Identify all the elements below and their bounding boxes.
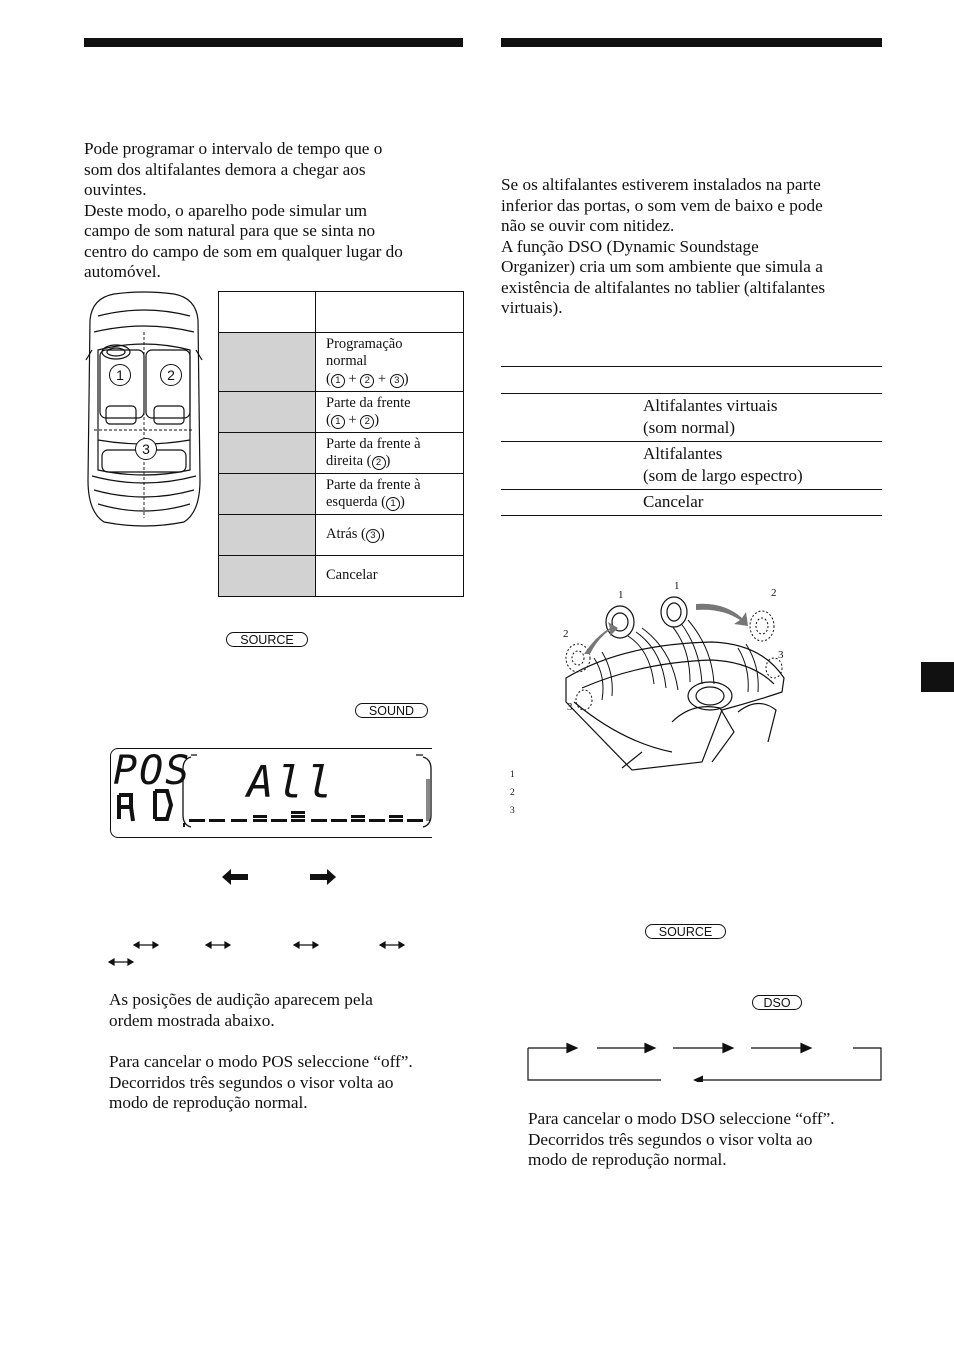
table-row: Atrás ( 3 ) [219,515,464,556]
table-row: Cancelar [219,556,464,597]
table-row: Parte da frente à direita ( 2 ) [219,433,464,474]
right-intro-line: Se os altifalantes estiverem instalados na parte [501,175,821,194]
figure-label: 3 [778,649,784,661]
left-note-order [109,990,373,1031]
left-intro-line: ouvintes. [84,180,147,199]
right-intro-line: Organizer) cria um som ambiente que simula a [501,257,823,276]
figure-label: 3 [567,701,573,713]
dso-button[interactable]: DSO [752,995,802,1010]
table-row: Parte da frente à esquerda ( 1 ) [219,474,464,515]
figure-label: 2 [563,628,569,640]
left-intro-line: centro do campo de som em qualquer lugar do [84,241,403,261]
table-row [219,292,464,333]
note-line: Decorridos três segundos o visor volta ao [528,1129,813,1149]
dso-speaker-illustration [562,592,790,772]
circle-number-icon: 2 [360,374,374,388]
right-intro-line: não se ouvir com nitidez. [501,216,675,235]
circle-number-icon: 1 [331,374,345,388]
right-intro-line: A função DSO (Dynamic Soundstage [501,236,759,256]
right-header-rule [501,38,882,47]
right-intro-line: inferior das portas, o som vem de baixo e pode [501,195,823,215]
legend-number: 2 [510,788,515,798]
left-note-cancel [109,1052,413,1114]
figure-label: 1 [618,589,624,601]
table-row: Parte da frente ( 1 + 2 ) [219,392,464,433]
circle-number-icon: 2 [372,456,386,470]
lcd-mode-text: POS [113,748,192,794]
circle-number-icon: 3 [366,529,380,543]
dso-cycle-diagram [527,1040,883,1082]
section-tab-marker [921,662,954,692]
table-row: Altifalantes virtuais (som normal) [501,394,882,442]
figure-label: 2 [771,587,777,599]
source-button[interactable]: SOURCE [645,924,726,939]
legend-number: 3 [510,806,515,816]
table-row: Cancelar [501,490,882,516]
note-line: Para cancelar o modo DSO seleccione “off”. [528,1109,835,1128]
left-header-rule [84,38,463,47]
left-intro [84,139,403,283]
right-intro-line: existência de altifalantes no tablier (altifalantes [501,277,826,297]
left-intro-line: Deste modo, o aparelho pode simular um [84,200,368,220]
right-intro [501,175,825,319]
dso-mode-table [501,366,882,516]
circle-number-icon: 1 [386,497,400,511]
note-line: ordem mostrada abaixo. [109,1010,275,1030]
table-row: Altifalantes (som de largo espectro) [501,442,882,490]
figure-label: 1 [674,580,680,592]
table-row: Programação normal ( 1 + 2 + 3 ) [219,333,464,392]
circle-number-icon: 3 [390,374,404,388]
car-zone-label: 3 [135,438,157,460]
listening-position-table [218,291,464,597]
position-sequence-arrows [108,936,408,968]
car-zone-label: 2 [160,364,182,386]
left-intro-line: Pode programar o intervalo de tempo que o [84,139,383,158]
note-line: Decorridos três segundos o visor volta ao [109,1072,394,1092]
lcd-display [110,748,432,838]
arrow-left-icon [222,869,248,885]
lcd-value-text: All [247,757,336,808]
note-line: Para cancelar o modo POS seleccione “off”. [109,1052,413,1071]
table-row [501,367,882,394]
note-line: modo de reprodução normal. [528,1150,727,1169]
left-intro-line: automóvel. [84,262,161,281]
car-top-view-illustration [84,290,204,530]
left-intro-line: campo de som natural para que se sinta no [84,221,376,240]
right-intro-line: virtuais). [501,298,563,317]
circle-number-icon: 2 [360,415,374,429]
source-button[interactable]: SOURCE [226,632,308,647]
lcd-segments [111,749,432,838]
arrow-right-icon [310,869,336,885]
note-line: modo de reprodução normal. [109,1093,308,1112]
right-note-cancel [528,1109,835,1171]
car-zone-label: 1 [109,364,131,386]
circle-number-icon: 1 [331,415,345,429]
legend-number: 1 [510,770,515,780]
sound-button[interactable]: SOUND [355,703,428,718]
note-line: As posições de audição aparecem pela [109,990,373,1009]
left-intro-line: som dos altifalantes demora a chegar aos [84,159,366,179]
